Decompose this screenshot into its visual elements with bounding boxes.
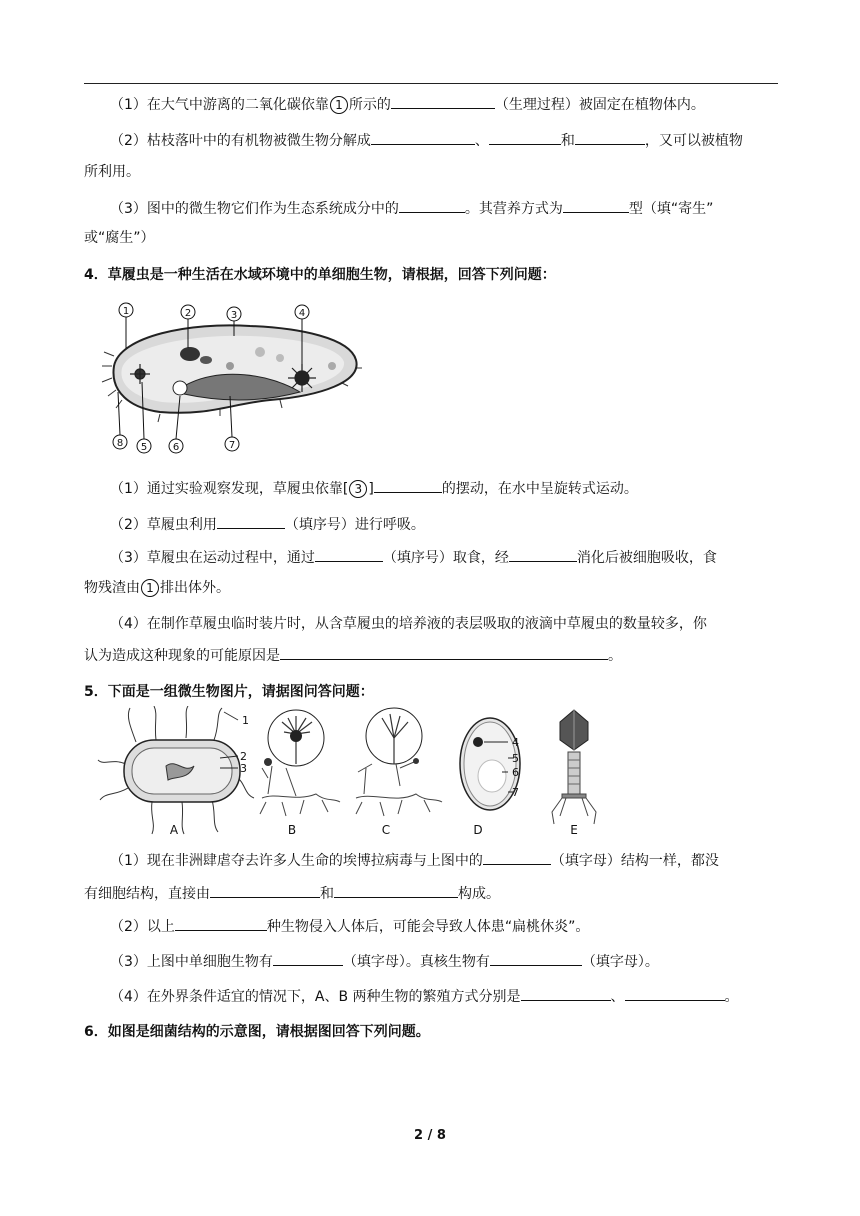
q4-part1: （1）通过实验观察发现，草履虫依靠[ 3 ] 的摆动，在水中呈旋转式运动。: [110, 478, 638, 499]
label-8: 8: [116, 438, 124, 449]
q4-title: 4．草履虫是一种生活在水域环境中的单细胞生物，请根据，回答下列问题：: [84, 267, 556, 283]
fig-letter-C: C: [381, 823, 391, 837]
answer-blank[interactable]: [315, 547, 383, 562]
q3-part2-cont: 所利用。: [84, 164, 140, 180]
answer-blank[interactable]: [489, 130, 561, 145]
label-4: 4: [298, 308, 306, 319]
q5-part1-cont: 有细胞结构，直接由 和 构成。: [84, 883, 500, 904]
num-4: 4: [512, 736, 519, 749]
paramecium-figure: [100, 296, 370, 456]
num-2: 2: [240, 750, 247, 763]
num-5: 5: [512, 752, 519, 765]
num-1: 1: [242, 714, 249, 727]
num-7: 7: [512, 786, 519, 799]
label-3: 3: [230, 310, 238, 321]
q3-part3: （3）图中的微生物它们作为生态系统成分中的 。其营养方式为 型（填“寄生”: [110, 198, 713, 219]
fig-letter-E: E: [570, 823, 578, 837]
q3-part1: （1）在大气中游离的二氧化碳依靠 1 所示的 （生理过程）被固定在植物体内。: [110, 94, 705, 115]
label-2: 2: [184, 308, 192, 319]
q5-part3: （3）上图中单细胞生物有 （填字母）。真核生物有 （填字母）。: [110, 951, 659, 972]
microbes-figure: [96, 706, 616, 842]
label-5: 5: [140, 442, 148, 453]
answer-blank[interactable]: [563, 198, 629, 213]
fig-letter-D: D: [473, 823, 483, 837]
answer-blank[interactable]: [399, 198, 465, 213]
q5-part4: （4）在外界条件适宜的情况下，A、B 两种生物的繁殖方式分别是 、 。: [110, 986, 739, 1007]
answer-blank[interactable]: [625, 986, 725, 1001]
answer-blank[interactable]: [175, 916, 267, 931]
q4-part2: （2）草履虫利用 （填序号）进行呼吸。: [110, 514, 425, 535]
num-3: 3: [240, 762, 247, 775]
answer-blank[interactable]: [575, 130, 645, 145]
q4-part3: （3）草履虫在运动过程中，通过 （填序号）取食，经 消化后被细胞吸收，食: [110, 547, 717, 568]
answer-blank[interactable]: [391, 94, 495, 109]
answer-blank[interactable]: [217, 514, 285, 529]
q6-title: 6．如图是细菌结构的示意图，请根据图回答下列问题。: [84, 1024, 430, 1040]
answer-blank[interactable]: [521, 986, 611, 1001]
q5-part1: （1）现在非洲肆虐夺去许多人生命的埃博拉病毒与上图中的 （填字母）结构一样，都没: [110, 850, 719, 871]
q4-part4: （4）在制作草履虫临时装片时，从含草履虫的培养液的表层吸取的液滴中草履虫的数量较多，你: [110, 616, 707, 632]
q5-title: 5．下面是一组微生物图片，请据图问答问题：: [84, 684, 374, 700]
q4-part3-cont: 物残渣由 1 排出体外。: [84, 580, 230, 596]
page-number: 2 / 8: [414, 1128, 446, 1143]
header-rule: [84, 83, 778, 84]
answer-blank[interactable]: [334, 883, 458, 898]
answer-blank[interactable]: [374, 478, 442, 493]
answer-blank[interactable]: [210, 883, 320, 898]
num-6: 6: [512, 766, 519, 779]
answer-blank[interactable]: [280, 645, 608, 660]
fig-letter-B: B: [287, 823, 297, 837]
q3-part2: （2）枯枝落叶中的有机物被微生物分解成 、 和 ，又可以被植物: [110, 130, 743, 151]
q4-part4-cont: 认为造成这种现象的可能原因是 。: [84, 645, 622, 666]
q3-part3-cont: 或“腐生”）: [84, 230, 155, 246]
fig-letter-A: A: [169, 823, 179, 837]
answer-blank[interactable]: [273, 951, 343, 966]
label-1: 1: [122, 306, 130, 317]
answer-blank[interactable]: [483, 850, 551, 865]
label-7: 7: [228, 440, 236, 451]
answer-blank[interactable]: [490, 951, 582, 966]
answer-blank[interactable]: [509, 547, 577, 562]
answer-blank[interactable]: [371, 130, 475, 145]
label-6: 6: [172, 442, 180, 453]
q5-part2: （2）以上 种生物侵入人体后，可能会导致人体患“扁桃休炎”。: [110, 916, 589, 937]
